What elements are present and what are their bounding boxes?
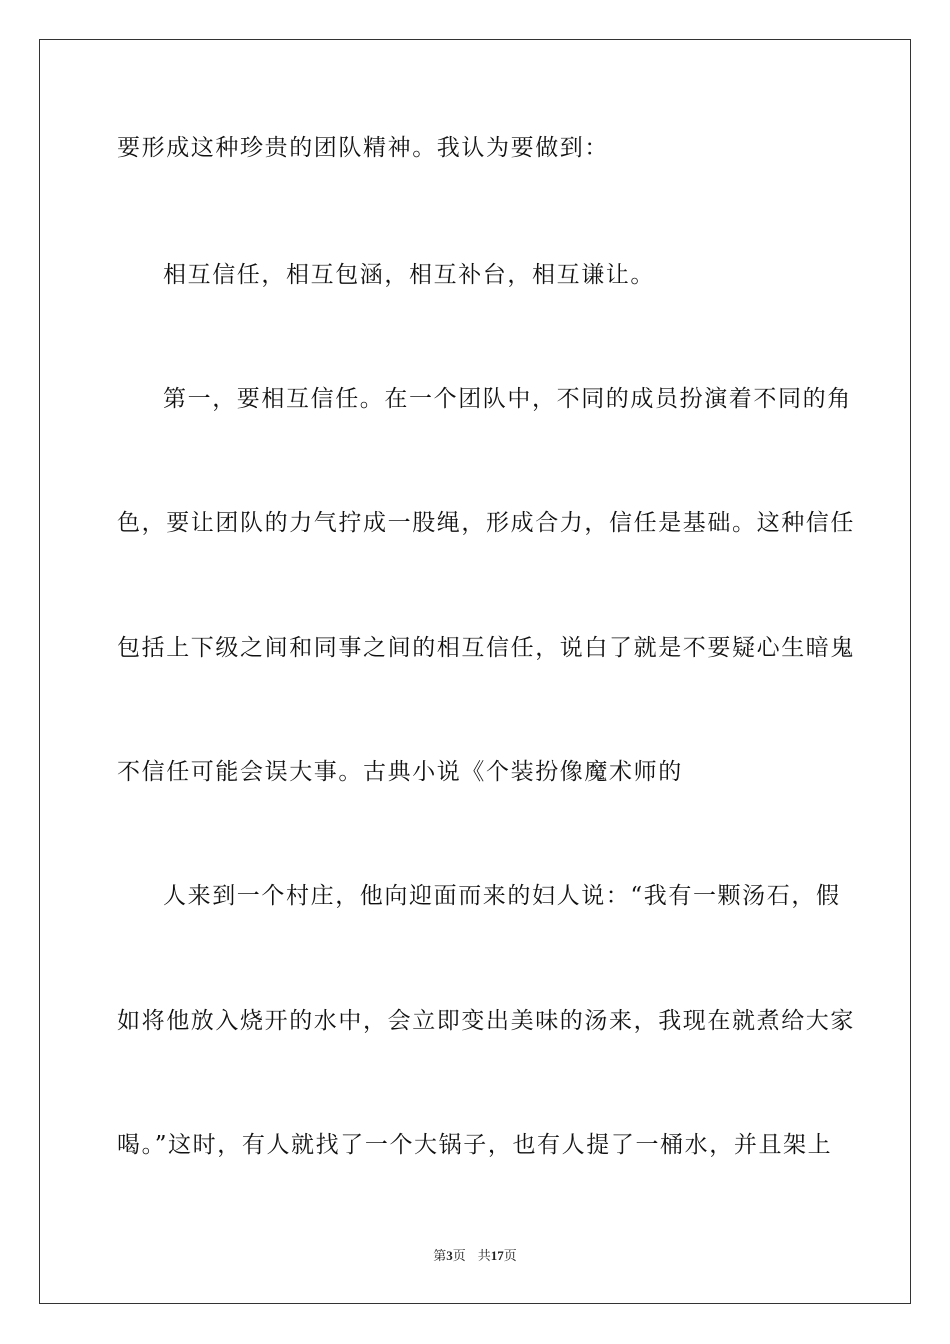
- text-line-9: 喝。”这时，有人就找了一个大锅子，也有人提了一桶水，并且架上: [117, 1132, 833, 1158]
- text-line-4: 色，要让团队的力气拧成一股绳，形成合力，信任是基础。这种信任: [117, 510, 855, 536]
- footer-total-prefix: 共: [477, 1248, 491, 1263]
- page-border: [39, 39, 911, 1304]
- text-line-8: 如将他放入烧开的水中，会立即变出美味的汤来，我现在就煮给大家: [117, 1008, 855, 1034]
- footer-page-suffix: 页: [452, 1248, 466, 1263]
- footer-page-prefix: 第: [433, 1248, 447, 1263]
- footer-total-suffix: 页: [503, 1248, 517, 1263]
- text-line-5: 包括上下级之间和同事之间的相互信任，说白了就是不要疑心生暗鬼: [117, 635, 855, 661]
- footer-current-page: 3: [446, 1248, 453, 1263]
- page-footer: [0, 1248, 950, 1264]
- footer-total-pages: 17: [490, 1248, 504, 1263]
- text-line-6: 不信任可能会误大事。古典小说《个装扮像魔术师的: [117, 759, 683, 785]
- text-line-2: 相互信任，相互包涵，相互补台，相互谦让。: [163, 262, 655, 288]
- text-line-1: 要形成这种珍贵的团队精神。我认为要做到：: [117, 135, 609, 161]
- text-line-7: 人来到一个村庄，他向迎面而来的妇人说：“我有一颗汤石，假: [163, 883, 841, 909]
- text-line-3: 第一，要相互信任。在一个团队中，不同的成员扮演着不同的角: [163, 386, 852, 412]
